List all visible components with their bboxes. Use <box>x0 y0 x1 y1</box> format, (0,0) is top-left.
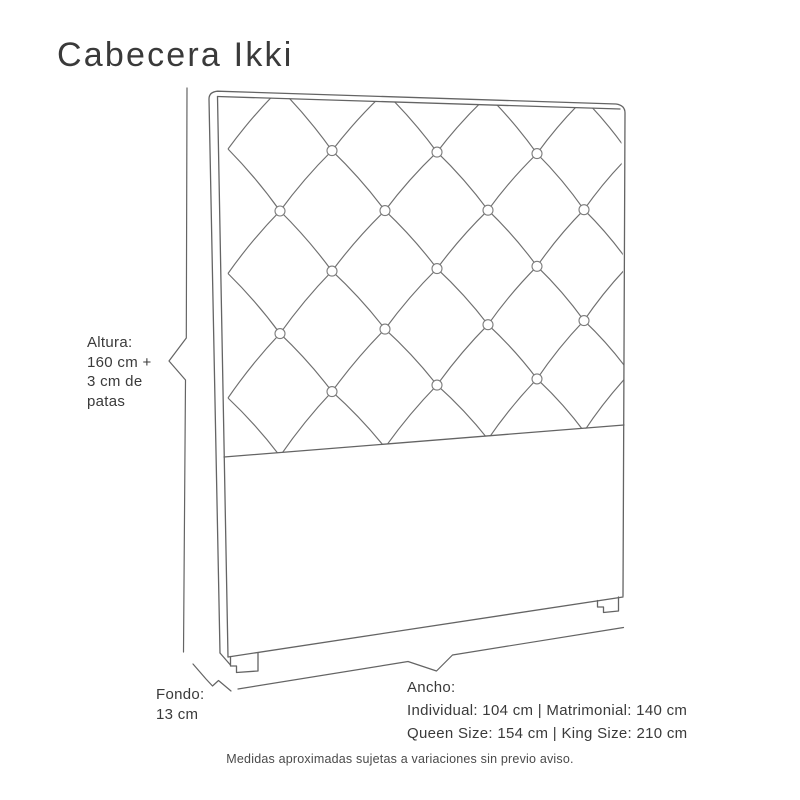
altura-dimension-label <box>87 333 152 411</box>
altura-label-line-1: Altura: <box>87 334 133 351</box>
fondo-dimension-label <box>156 685 205 724</box>
page-title: Cabecera Ikki <box>57 36 294 74</box>
altura-label-line-4: patas <box>87 392 126 410</box>
tufting-seams <box>228 89 630 457</box>
ancho-label-line-1: Ancho: <box>407 679 456 696</box>
headboard-outline <box>209 91 625 672</box>
altura-label-line-2: 160 cm + <box>87 353 152 371</box>
ancho-label-line-3: Queen Size: 154 cm | King Size: 210 cm <box>407 725 688 742</box>
fondo-label-line-2: 13 cm <box>156 705 199 723</box>
footer-disclaimer: Medidas aproximadas sujetas a variaciones sin previo aviso. <box>226 752 574 766</box>
ancho-dimension-label <box>407 676 687 745</box>
tufting-buttons <box>275 146 635 397</box>
altura-label-line-3: 3 cm de <box>87 373 143 390</box>
fondo-label-line-1: Fondo: <box>156 686 205 703</box>
altura-dimension-line <box>169 88 187 652</box>
ancho-label-line-2: Individual: 104 cm | Matrimonial: 140 cm <box>407 702 688 719</box>
